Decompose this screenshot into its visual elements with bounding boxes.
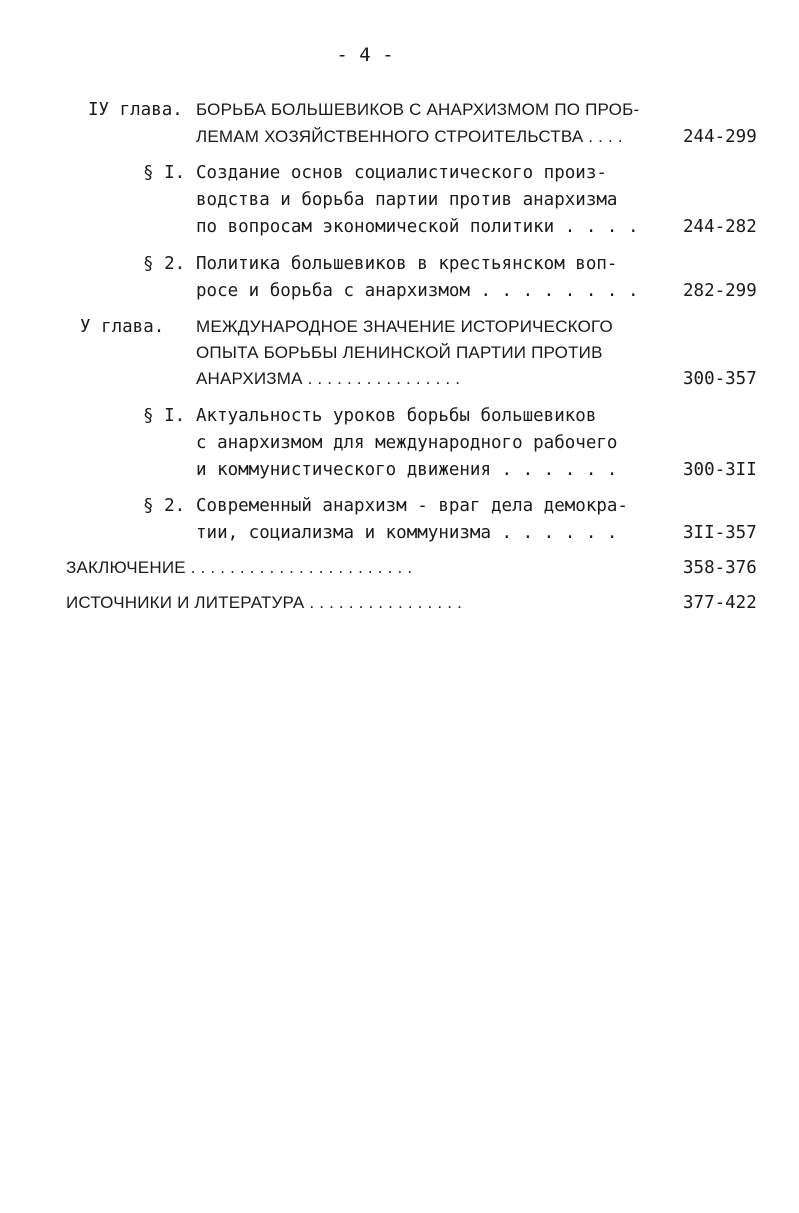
- section-5-1-label: § I.: [143, 406, 186, 426]
- section-5-1-pages: 300-3II: [683, 460, 757, 480]
- section-5-2-pages: 3II-357: [683, 523, 757, 543]
- chapter-5-title-line-3: АНАРХИЗМА . . . . . . . . . . . . . . . .: [196, 369, 461, 388]
- section-4-2-line-1: Политика большевиков в крестьянском воп-: [196, 254, 618, 274]
- chapter-4-title-line-1: БОРЬБА БОЛЬШЕВИКОВ С АНАРХИЗМОМ ПО ПРОБ-: [196, 100, 640, 119]
- section-5-1-line-1: Актуальность уроков борьбы большевиков: [196, 406, 597, 426]
- section-4-1-label: § I.: [143, 163, 186, 183]
- section-5-1-line-2: с анархизмом для международного рабочего: [196, 433, 618, 453]
- chapter-5-pages: 300-357: [683, 369, 757, 389]
- chapter-4-label: IУ глава.: [88, 100, 183, 120]
- chapter-5-title-line-1: МЕЖДУНАРОДНОЕ ЗНАЧЕНИЕ ИСТОРИЧЕСКОГО: [196, 317, 613, 336]
- section-4-2-line-2: росе и борьба с анархизмом . . . . . . . .: [196, 281, 639, 301]
- section-5-2-line-2: тии, социализма и коммунизма . . . . . .: [196, 523, 618, 543]
- section-4-1-line-3: по вопросам экономической политики . . . .: [196, 217, 639, 237]
- section-4-1-line-2: водства и борьба партии против анархизма: [196, 190, 618, 210]
- section-4-2-pages: 282-299: [683, 281, 757, 301]
- section-4-2-label: § 2.: [143, 254, 186, 274]
- sources-pages: 377-422: [683, 593, 757, 613]
- chapter-4-pages: 244-299: [683, 127, 757, 147]
- section-5-2-line-1: Современный анархизм - враг дела демокра-: [196, 496, 628, 516]
- section-5-1-line-3: и коммунистического движения . . . . . .: [196, 460, 618, 480]
- chapter-5-title-line-2: ОПЫТА БОРЬБЫ ЛЕНИНСКОЙ ПАРТИИ ПРОТИВ: [196, 343, 603, 362]
- sources-entry: ИСТОЧНИКИ И ЛИТЕРАТУРА . . . . . . . . . . . . . . . .: [66, 593, 462, 612]
- section-4-1-line-1: Создание основ социалистического произ-: [196, 163, 607, 183]
- section-5-2-label: § 2.: [143, 496, 186, 516]
- chapter-4-title-line-2: ЛЕМАМ ХОЗЯЙСТВЕННОГО СТРОИТЕЛЬСТВА . . . .: [196, 127, 623, 146]
- section-4-1-pages: 244-282: [683, 217, 757, 237]
- page-number: - 4 -: [336, 44, 394, 66]
- conclusion-entry: ЗАКЛЮЧЕНИЕ . . . . . . . . . . . . . . . . . . . . . . .: [66, 558, 413, 577]
- chapter-5-label: У глава.: [80, 317, 165, 337]
- conclusion-pages: 358-376: [683, 558, 757, 578]
